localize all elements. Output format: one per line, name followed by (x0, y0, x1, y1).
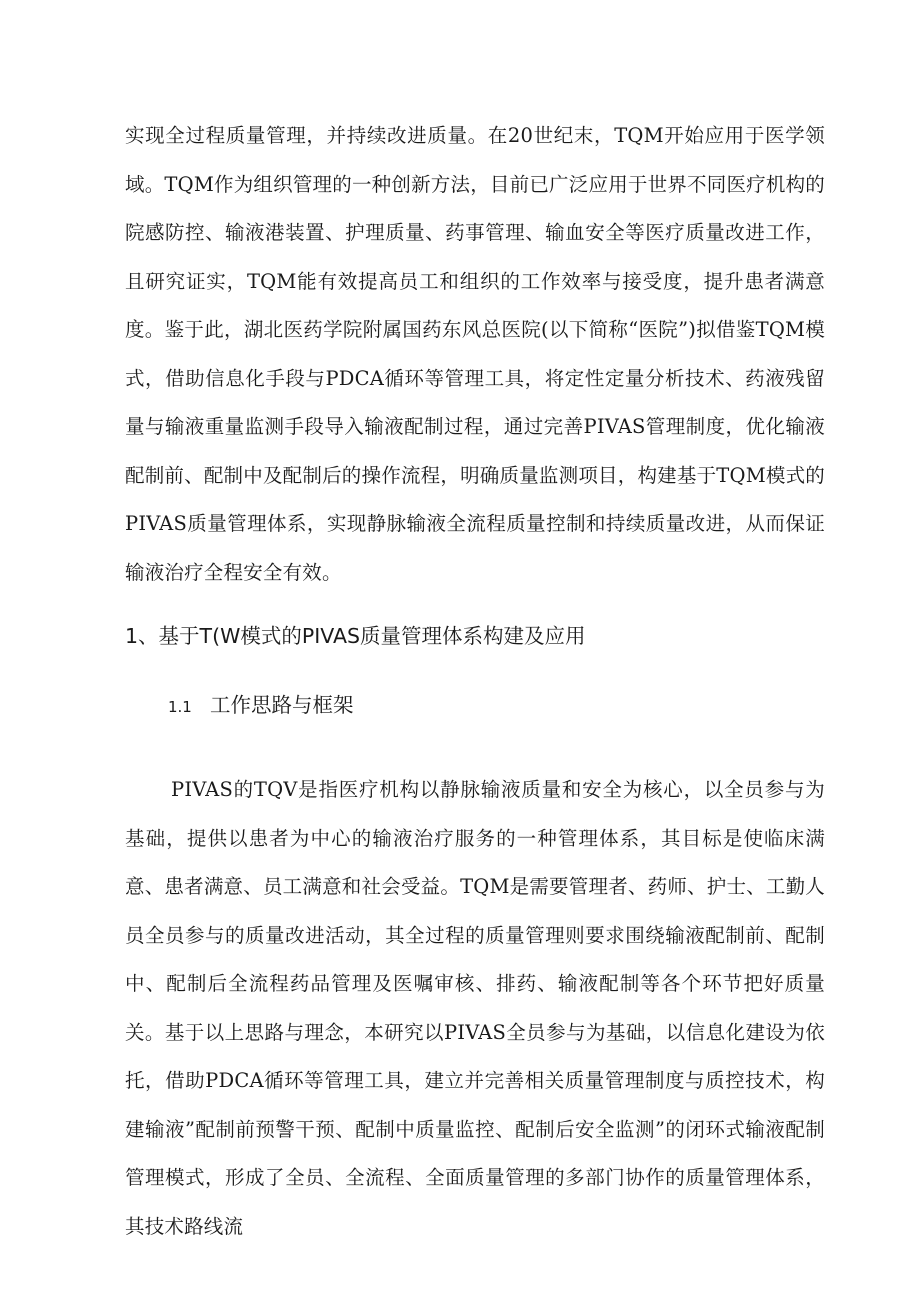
subsection-heading (168, 681, 354, 731)
body-paragraph-intro: 实现全过程质量管理，并持续改进质量。在20世纪末，TQM开始应用于医学领域。TQM作为组织管理的一种创新方法，目前已广泛应用于世界不同医疗机构的院感防控、输液港装置、护理质量、药事管理、输血安全等医疗质量改进工作，且研究证实，TQM能有效提高员工和组织的工作效率与接受度，提升患者满意度。鉴于此，湖北医药学院附属国药东风总医院(以下简称“医院”)拟借鉴TQM模式，借助信息化手段与PDCA循环等管理工具，将定性定量分析技术、药液残留量与输液重量监测手段导入输液配制过程，通过完善PIVAS管理制度，优化输液配制前、配制中及配制后的操作流程，明确质量监测项目，构建基于TQM模式的PIVAS质量管理体系，实现静脉输液全流程质量控制和持续质量改进，从而保证输液治疗全程安全有效。 (125, 124, 825, 584)
section-heading: 1、基于T(W模式的PIVAS质量管理体系构建及应用 (125, 624, 586, 648)
body-paragraph-framework: PIVAS的TQV是指医疗机构以静脉输液质量和安全为核心，以全员参与为基础，提供以患者为中心的输液治疗服务的一种管理体系，其目标是使临床满意、患者满意、员工满意和社会受益。TQM是需要管理者、药师、护士、工勤人员全员参与的质量改进活动，其全过程的质量管理则要求围绕输液配制前、配制中、配制后全流程药品管理及医嘱审核、排药、输液配制等各个环节把好质量关。基于以上思路与理念，本研究以PIVAS全员参与为基础，以信息化建设为依托，借助PDCA循环等管理工具，建立并完善相关质量管理制度与质控技术，构建输液”配制前预警干预、配制中质量监控、配制后安全监测”的闭环式输液配制管理模式，形成了全员、全流程、全面质量管理的多部门协作的质量管理体系，其技术路线流 (125, 778, 825, 1238)
subsection-title: 工作思路与框架 (210, 693, 354, 717)
subsection-number: 1.1 (168, 698, 192, 716)
